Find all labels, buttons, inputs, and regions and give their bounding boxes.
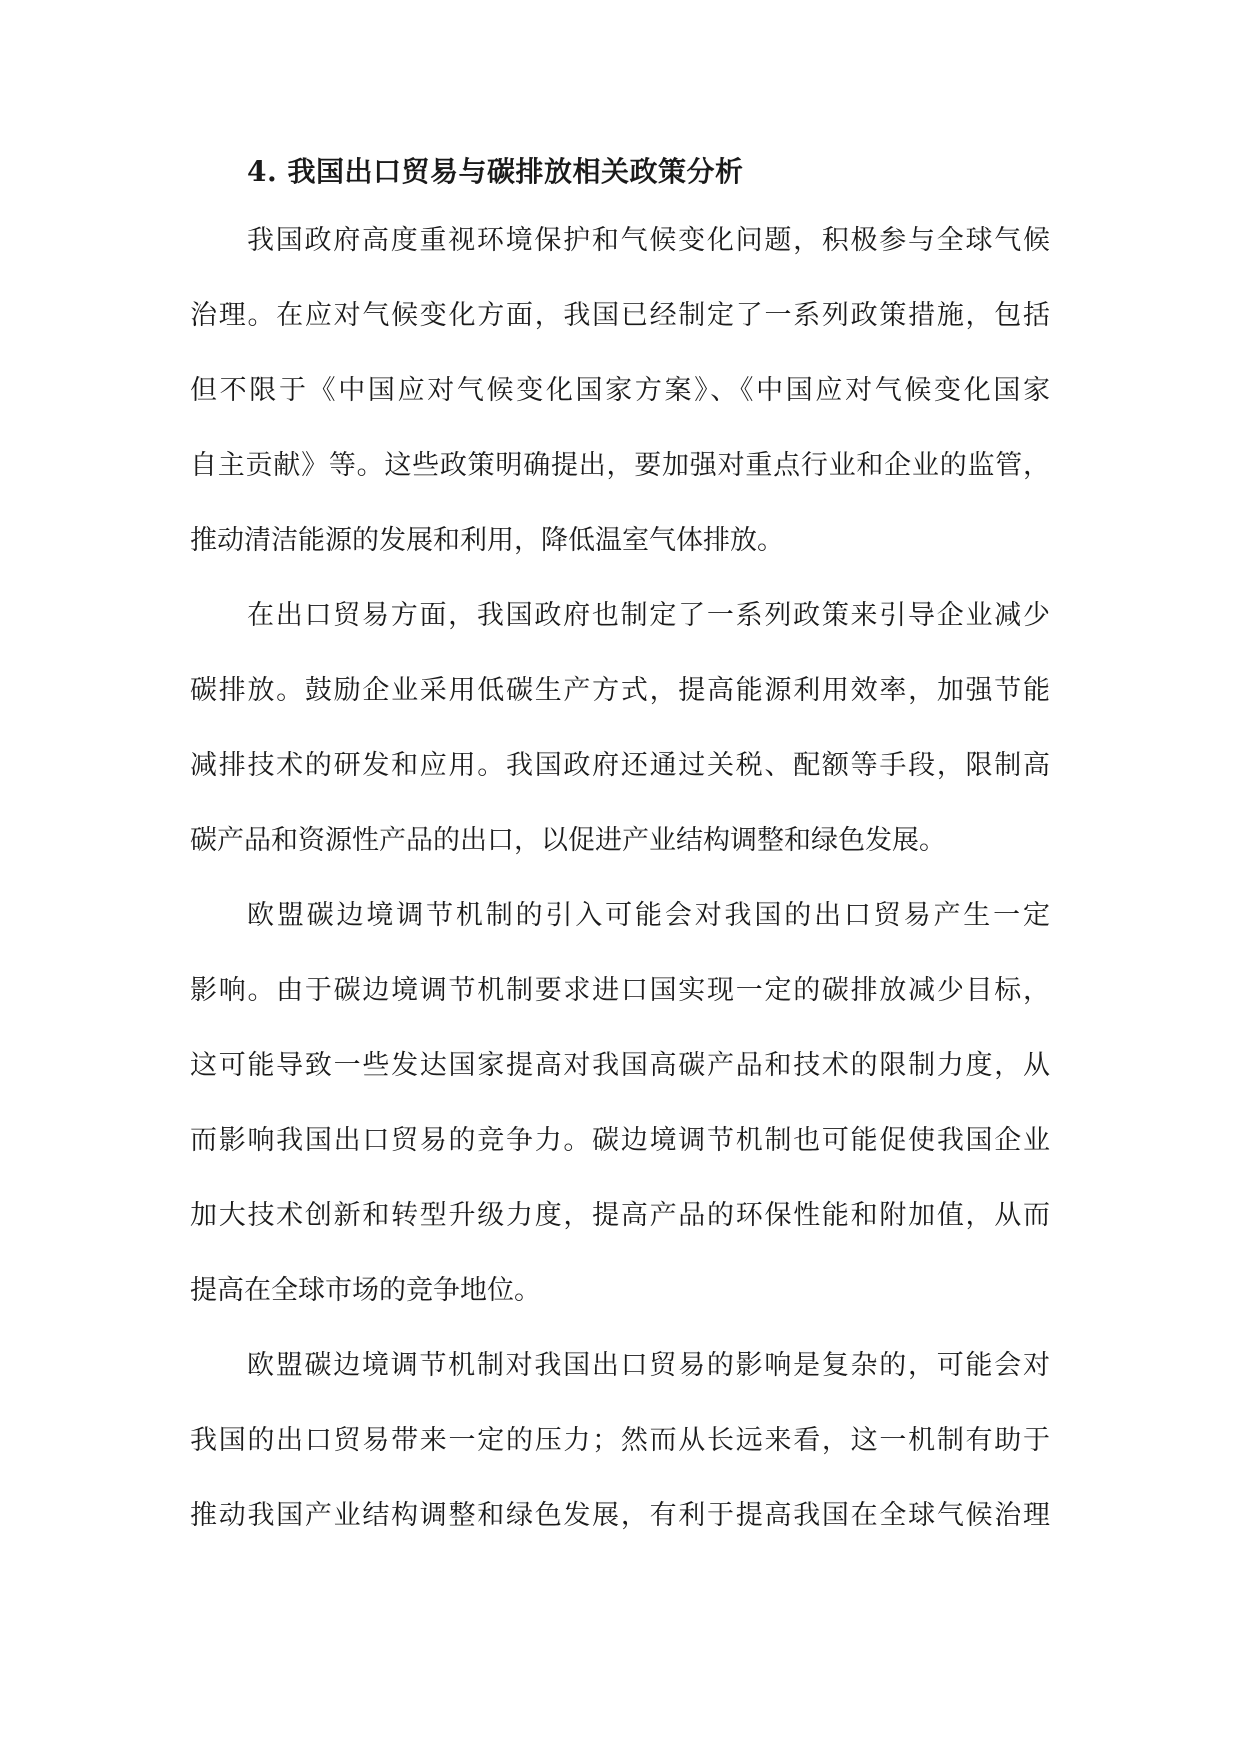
paragraph-3-line-5: 加大技术创新和转型升级力度，提高产品的环保性能和附加值，从而 xyxy=(190,1200,1050,1231)
paragraph-4-line-1: 欧盟碳边境调节机制对我国出口贸易的影响是复杂的，可能会对 xyxy=(247,1350,1050,1381)
paragraph-1-line-2: 治理。在应对气候变化方面，我国已经制定了一系列政策措施，包括 xyxy=(190,300,1050,331)
paragraph-4-line-3: 推动我国产业结构调整和绿色发展，有利于提高我国在全球气候治理 xyxy=(190,1500,1050,1531)
paragraph-3-line-1: 欧盟碳边境调节机制的引入可能会对我国的出口贸易产生一定 xyxy=(247,900,1050,931)
paragraph-3-line-2: 影响。由于碳边境调节机制要求进口国实现一定的碳排放减少目标， xyxy=(190,975,1050,1006)
section-heading: 4. 我国出口贸易与碳排放相关政策分析 xyxy=(247,155,744,188)
paragraph-2-line-3: 减排技术的研发和应用。我国政府还通过关税、配额等手段，限制高 xyxy=(190,750,1050,781)
paragraph-3-line-4: 而影响我国出口贸易的竞争力。碳边境调节机制也可能促使我国企业 xyxy=(190,1125,1050,1156)
paragraph-4-line-2: 我国的出口贸易带来一定的压力；然而从长远来看，这一机制有助于 xyxy=(190,1425,1050,1456)
paragraph-2-line-4: 碳产品和资源性产品的出口，以促进产业结构调整和绿色发展。 xyxy=(190,825,946,856)
paragraph-2-line-1: 在出口贸易方面，我国政府也制定了一系列政策来引导企业减少 xyxy=(247,600,1050,631)
paragraph-1-line-3: 但不限于《中国应对气候变化国家方案》、《中国应对气候变化国家 xyxy=(190,375,1050,406)
paragraph-1-line-5: 推动清洁能源的发展和利用，降低温室气体排放。 xyxy=(190,525,784,556)
paragraph-3-line-3: 这可能导致一些发达国家提高对我国高碳产品和技术的限制力度，从 xyxy=(190,1050,1050,1081)
paragraph-3-line-6: 提高在全球市场的竞争地位。 xyxy=(190,1275,541,1306)
paragraph-2-line-2: 碳排放。鼓励企业采用低碳生产方式，提高能源利用效率，加强节能 xyxy=(190,675,1050,706)
paragraph-1-line-1: 我国政府高度重视环境保护和气候变化问题，积极参与全球气候 xyxy=(247,225,1050,256)
paragraph-1-line-4: 自主贡献》等。这些政策明确提出，要加强对重点行业和企业的监管， xyxy=(190,450,1050,481)
